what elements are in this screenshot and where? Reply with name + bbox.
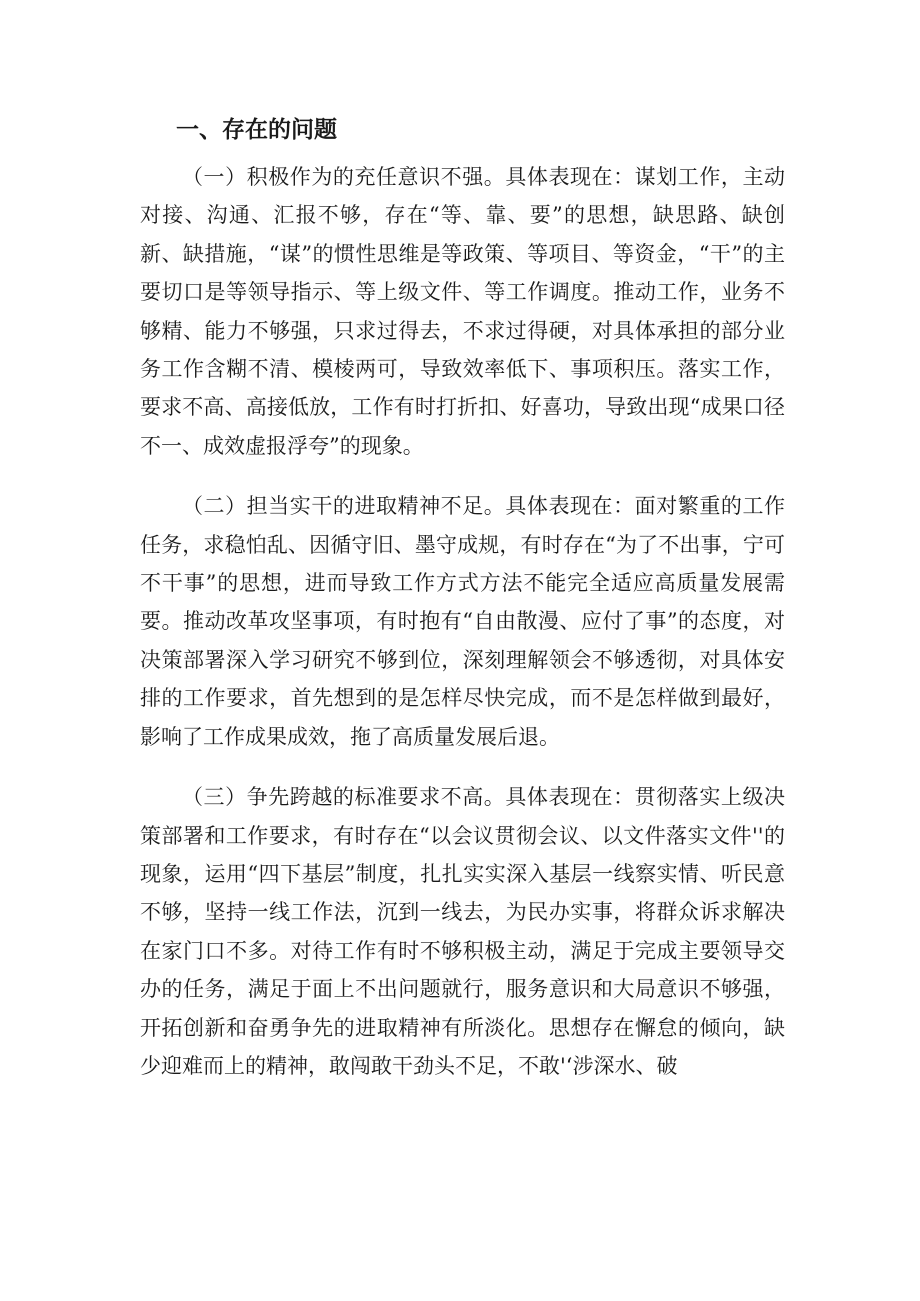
paragraph-2: （二）担当实干的进取精神不足。具体表现在：面对繁重的工作任务，求稳怕乱、因循守旧、墨守成规，有时存在“为了不出事，宁可不干事”的思想，进而导致工作方式方法不能完全适应高质量发展需要。推动改革攻坚事项，有时抱有“自由散漫、应付了事”的态度，对决策部署深入学习研究不够到位，深刻理解领会不够透彻，对具体安排的工作要求，首先想到的是怎样尽快完成，而不是怎样做到最好，影响了工作成果成效，拖了高质量发展后退。 xyxy=(140,494,785,749)
document-body xyxy=(140,110,785,1107)
paragraph-1: （一）积极作为的充任意识不强。具体表现在：谋划工作，主动对接、沟通、汇报不够，存在“等、靠、要”的思想，缺思路、缺创新、缺措施，“谋”的惯性思维是等政策、等项目、等资金，“干”的主要切口是等领导指示、等上级文件、等工作调度。推动工作，业务不够精、能力不够强，只求过得去，不求过得硬，对具体承担的部分业务工作含糊不清、模棱两可，导致效率低下、事项积压。落实工作，要求不高、高接低放，工作有时打折扣、好喜功，导致出现“成果口径不一、成效虚报浮夸”的现象。 xyxy=(140,165,785,458)
section-heading: 一、存在的问题 xyxy=(176,117,337,143)
paragraph-3: （三）争先跨越的标准要求不高。具体表现在：贯彻落实上级决策部署和工作要求，有时存在“以会议贯彻会议、以文件落实文件''的现象，运用“四下基层”制度，扎扎实实深入基层一线察实情、听民意不够，坚持一线工作法，沉到一线去，为民办实事，将群众诉求解决在家门口不多。对待工作有时不够积极主动，满足于完成主要领导交办的任务，满足于面上不出问题就行，服务意识和大局意识不够强，开拓创新和奋勇争先的进取精神有所淡化。思想存在懈怠的倾向，缺少迎难而上的精神，敢闯敢干劲头不足，不敢'‘涉深水、破 xyxy=(140,785,785,1078)
